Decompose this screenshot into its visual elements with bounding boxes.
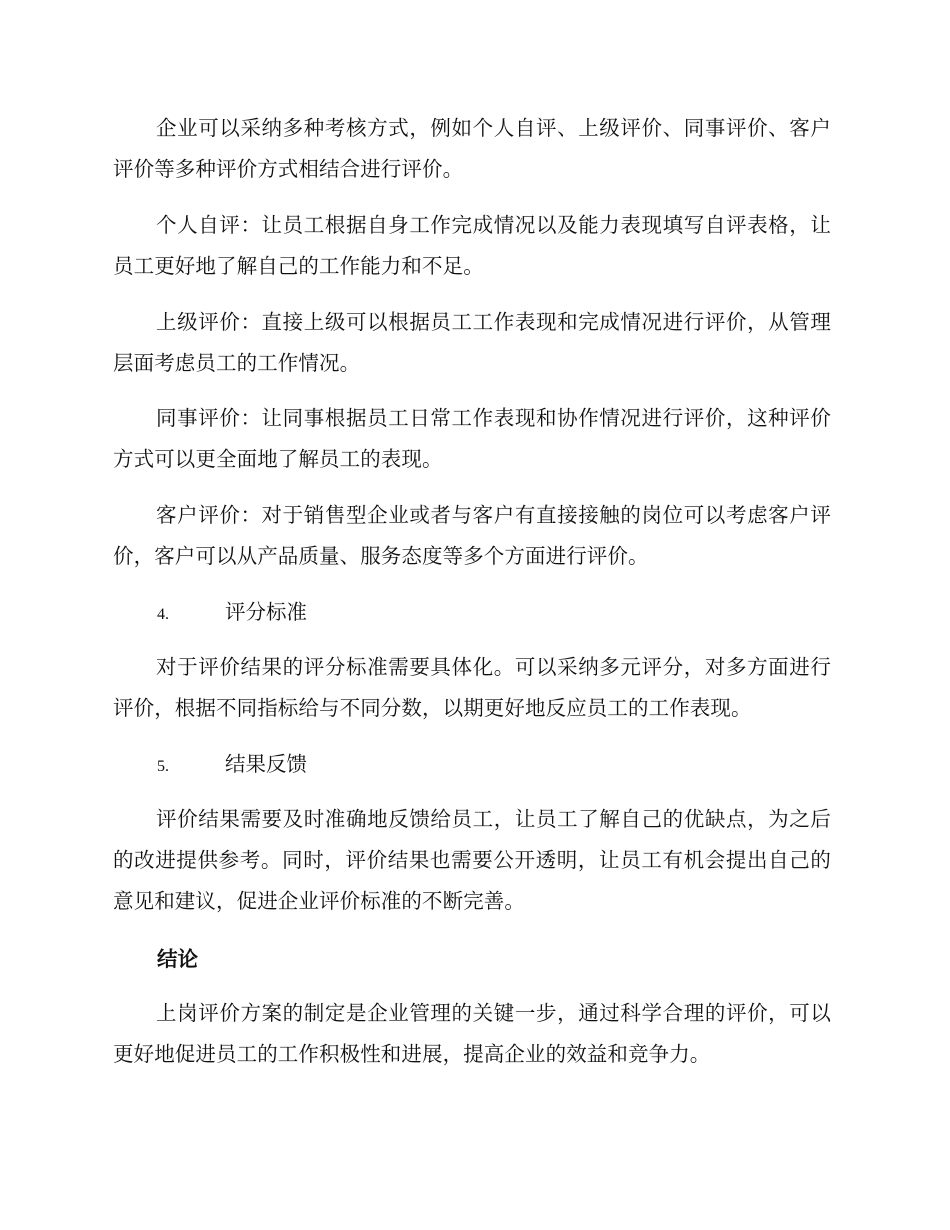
section-title: 结果反馈 (225, 752, 307, 776)
paragraph-peer-evaluation: 同事评价：让同事根据员工日常工作表现和协作情况进行评价，这种评价方式可以更全面地了解员工的表现。 (113, 406, 831, 471)
section-heading-result-feedback (157, 749, 307, 782)
paragraph-scoring-standard: 对于评价结果的评分标准需要具体化。可以采纳多元评分，对多方面进行评价，根据不同指标给与不同分数，以期更好地反应员工的工作表现。 (113, 655, 831, 720)
conclusion-heading: 结论 (157, 947, 198, 971)
paragraph-supervisor-evaluation: 上级评价：直接上级可以根据员工工作表现和完成情况进行评价，从管理层面考虑员工的工作情况。 (113, 310, 831, 375)
section-number: 5. (157, 758, 169, 775)
paragraph-conclusion: 上岗评价方案的制定是企业管理的关键一步，通过科学合理的评价，可以更好地促进员工的工作积极性和进展，提高企业的效益和竞争力。 (113, 1001, 831, 1066)
paragraph-customer-evaluation: 客户评价：对于销售型企业或者与客户有直接接触的岗位可以考虑客户评价，客户可以从产品质量、服务态度等多个方面进行评价。 (113, 503, 831, 568)
section-number: 4. (157, 606, 169, 623)
section-heading-scoring-standard (157, 597, 307, 630)
paragraph-result-feedback: 评价结果需要及时准确地反馈给员工，让员工了解自己的优缺点，为之后的改进提供参考。同时，评价结果也需要公开透明，让员工有机会提出自己的意见和建议，促进企业评价标准的不断完善。 (113, 807, 831, 913)
paragraph-self-evaluation: 个人自评：让员工根据自身工作完成情况以及能力表现填写自评表格，让员工更好地了解自己的工作能力和不足。 (113, 213, 831, 278)
paragraph-assessment-methods: 企业可以采纳多种考核方式，例如个人自评、上级评价、同事评价、客户评价等多种评价方式相结合进行评价。 (113, 116, 831, 181)
section-title: 评分标准 (225, 600, 307, 624)
